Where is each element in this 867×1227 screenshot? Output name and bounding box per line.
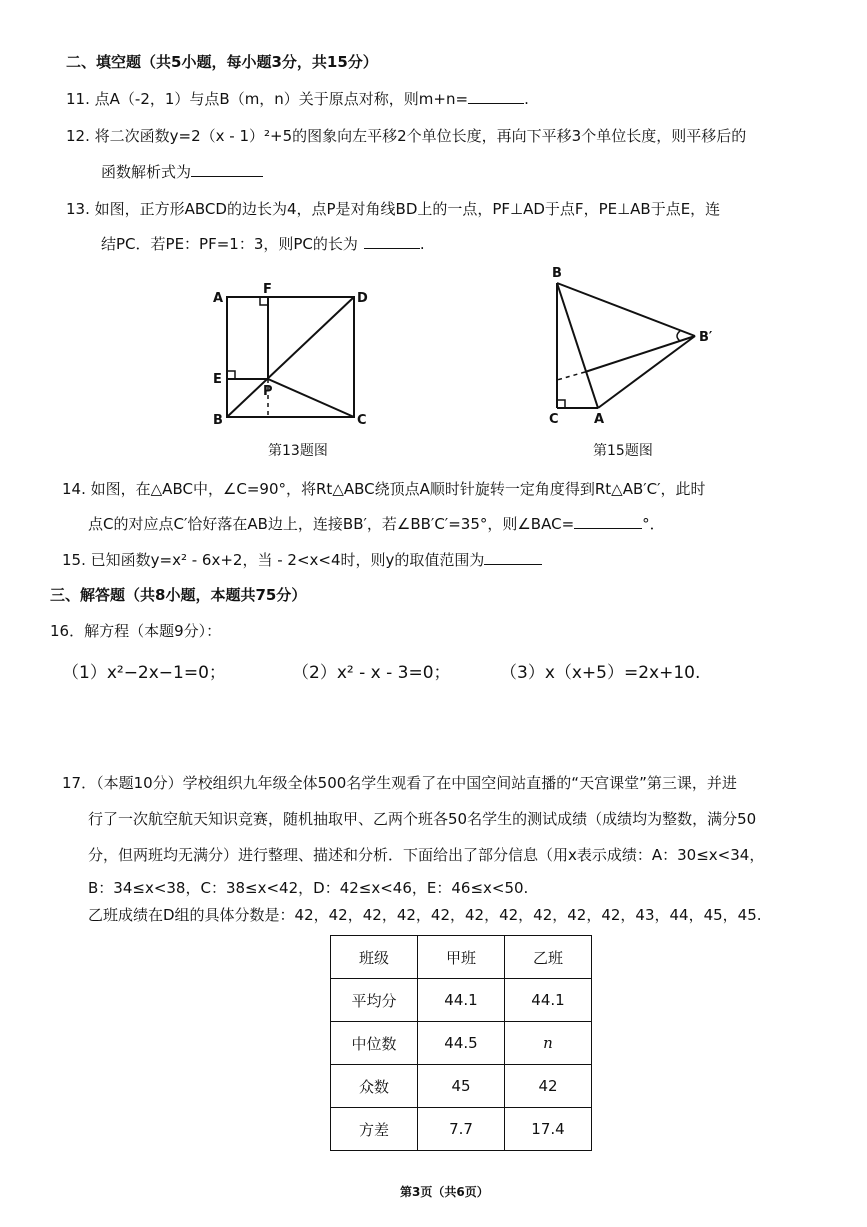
table-cell: 44.5: [418, 1022, 505, 1065]
segment-ba: [557, 283, 598, 408]
figure-13-caption: 第13题图: [268, 443, 328, 459]
table-header-cell: 甲班: [418, 936, 505, 979]
question-11: [66, 88, 529, 110]
q12-number: 12.: [66, 127, 90, 145]
q12-text-line1: 将二次函数y=2（x - 1）²+5的图象向左平移2个单位长度，再向下平移3个单位长度，则平移后的: [94, 127, 747, 145]
section3-heading: 三、解答题（共8小题，本题共75分）: [50, 586, 307, 604]
question-15: [62, 549, 542, 571]
figure-13: [205, 278, 375, 428]
right-angle-c: [557, 400, 565, 408]
stats-table: [330, 935, 592, 1151]
label-a: A: [213, 291, 224, 306]
q12-line1: [66, 125, 746, 147]
q17-line1: 17．（本题10分）学校组织九年级全体500名学生观看了在中国空间站直播的“天宫课堂”第三课，并进: [62, 774, 737, 792]
segment-pc: [268, 379, 354, 417]
q15-number: 15.: [62, 551, 86, 569]
q17-line4: B：34≤x<38，C：38≤x<42，D：42≤x<46，E：46≤x<50.: [88, 879, 529, 897]
label-e: E: [213, 372, 222, 387]
label-d: D: [357, 291, 368, 306]
q11-text: 点A（-2，1）与点B（m，n）关于原点对称，则m+n=: [94, 90, 469, 108]
segment-bbp: [557, 283, 695, 336]
q14-text-line2b: °．: [642, 515, 665, 533]
table-cell: 45: [418, 1065, 505, 1108]
q13-text-line2: 结PC．若PE：PF=1：3，则PC的长为: [101, 235, 358, 253]
q13-answer-blank: [364, 234, 420, 249]
q11-end: .: [524, 90, 529, 108]
table-cell: 7.7: [418, 1108, 505, 1151]
table-row: [331, 1022, 592, 1065]
q12-answer-blank: [191, 162, 263, 177]
angle-mark-bp: [677, 331, 680, 341]
q13-line2: [101, 233, 425, 255]
figure-15: [540, 262, 730, 432]
q13-text-line1: 如图，正方形ABCD的边长为4，点P是对角线BD上的一点，PF⊥AD于点F，PE⊥AB于点E，连: [94, 200, 721, 218]
q14-answer-blank: [574, 514, 642, 529]
figure-15-caption: 第15题图: [593, 443, 653, 459]
table-row: [331, 1065, 592, 1108]
q13-line1: [66, 198, 720, 220]
label-p: P: [263, 384, 273, 399]
q16-part3: （3）x（x+5）=2x+10.: [500, 663, 701, 683]
label-f: F: [263, 282, 272, 297]
table-row: [331, 979, 592, 1022]
segment-abp: [598, 336, 695, 408]
table-header-row: [331, 936, 592, 979]
label-b: B: [552, 266, 562, 281]
dashed-cp-c: [557, 372, 585, 380]
page-footer: 第3页（共6页）: [400, 1185, 489, 1199]
q14-line1: [62, 478, 706, 500]
label-b: B: [213, 413, 223, 428]
table-cell: 中位数: [331, 1022, 418, 1065]
q15-answer-blank: [484, 550, 542, 565]
q16-part2: （2）x² - x - 3=0；: [292, 663, 451, 683]
q14-text-line2a: 点C的对应点C′恰好落在AB边上，连接BB′，若∠BB′C′=35°，则∠BAC=: [88, 515, 575, 533]
label-a: A: [594, 412, 605, 427]
table-cell: 平均分: [331, 979, 418, 1022]
table-cell: n: [505, 1022, 592, 1065]
q17-line3: 分，但两班均无满分）进行整理、描述和分析．下面给出了部分信息（用x表示成绩：A：30≤x<34，: [88, 846, 765, 864]
label-c: C: [357, 413, 367, 428]
table-cell: 44.1: [418, 979, 505, 1022]
table-cell: 众数: [331, 1065, 418, 1108]
section2-heading: 二、填空题（共5小题，每小题3分，共15分）: [66, 53, 378, 71]
table-cell: 17.4: [505, 1108, 592, 1151]
q12-text-line2: 函数解析式为: [101, 163, 192, 181]
q11-answer-blank: [468, 89, 524, 104]
q17-line2: 行了一次航空航天知识竞赛，随机抽取甲、乙两个班各50名学生的测试成绩（成绩均为整数，满分50: [88, 810, 757, 828]
table-cell: 方差: [331, 1108, 418, 1151]
q14-number: 14.: [62, 480, 86, 498]
q13-end: .: [419, 235, 425, 253]
q15-text: 已知函数y=x² - 6x+2，当 - 2<x<4时，则y的取值范围为: [90, 551, 485, 569]
q14-line2: [88, 513, 665, 535]
table-cell: 42: [505, 1065, 592, 1108]
right-angle-f: [260, 297, 268, 305]
table-header-cell: 乙班: [505, 936, 592, 979]
q17-line5: 乙班成绩在D组的具体分数是：42，42，42，42，42，42，42，42，42，42，43，44，45，45.: [88, 906, 762, 924]
diagonal-bd: [227, 297, 354, 417]
q11-number: 11.: [66, 90, 90, 108]
q12-line2: [101, 161, 263, 183]
segment-bp-cp: [585, 336, 695, 372]
q14-text-line1: 如图，在△ABC中，∠C=90°，将Rt△ABC绕顶点A顺时针旋转一定角度得到Rt△AB′C′，此时: [90, 480, 706, 498]
q16-part1: （1）x²−2x−1=0；: [62, 663, 226, 683]
right-angle-e: [227, 371, 235, 379]
q16-title: 16．解方程（本题9分）：: [50, 622, 222, 640]
label-c: C: [549, 412, 559, 427]
label-b-prime: B′: [699, 330, 713, 345]
table-row: [331, 1108, 592, 1151]
table-cell: 44.1: [505, 979, 592, 1022]
q13-number: 13.: [66, 200, 90, 218]
table-header-cell: 班级: [331, 936, 418, 979]
